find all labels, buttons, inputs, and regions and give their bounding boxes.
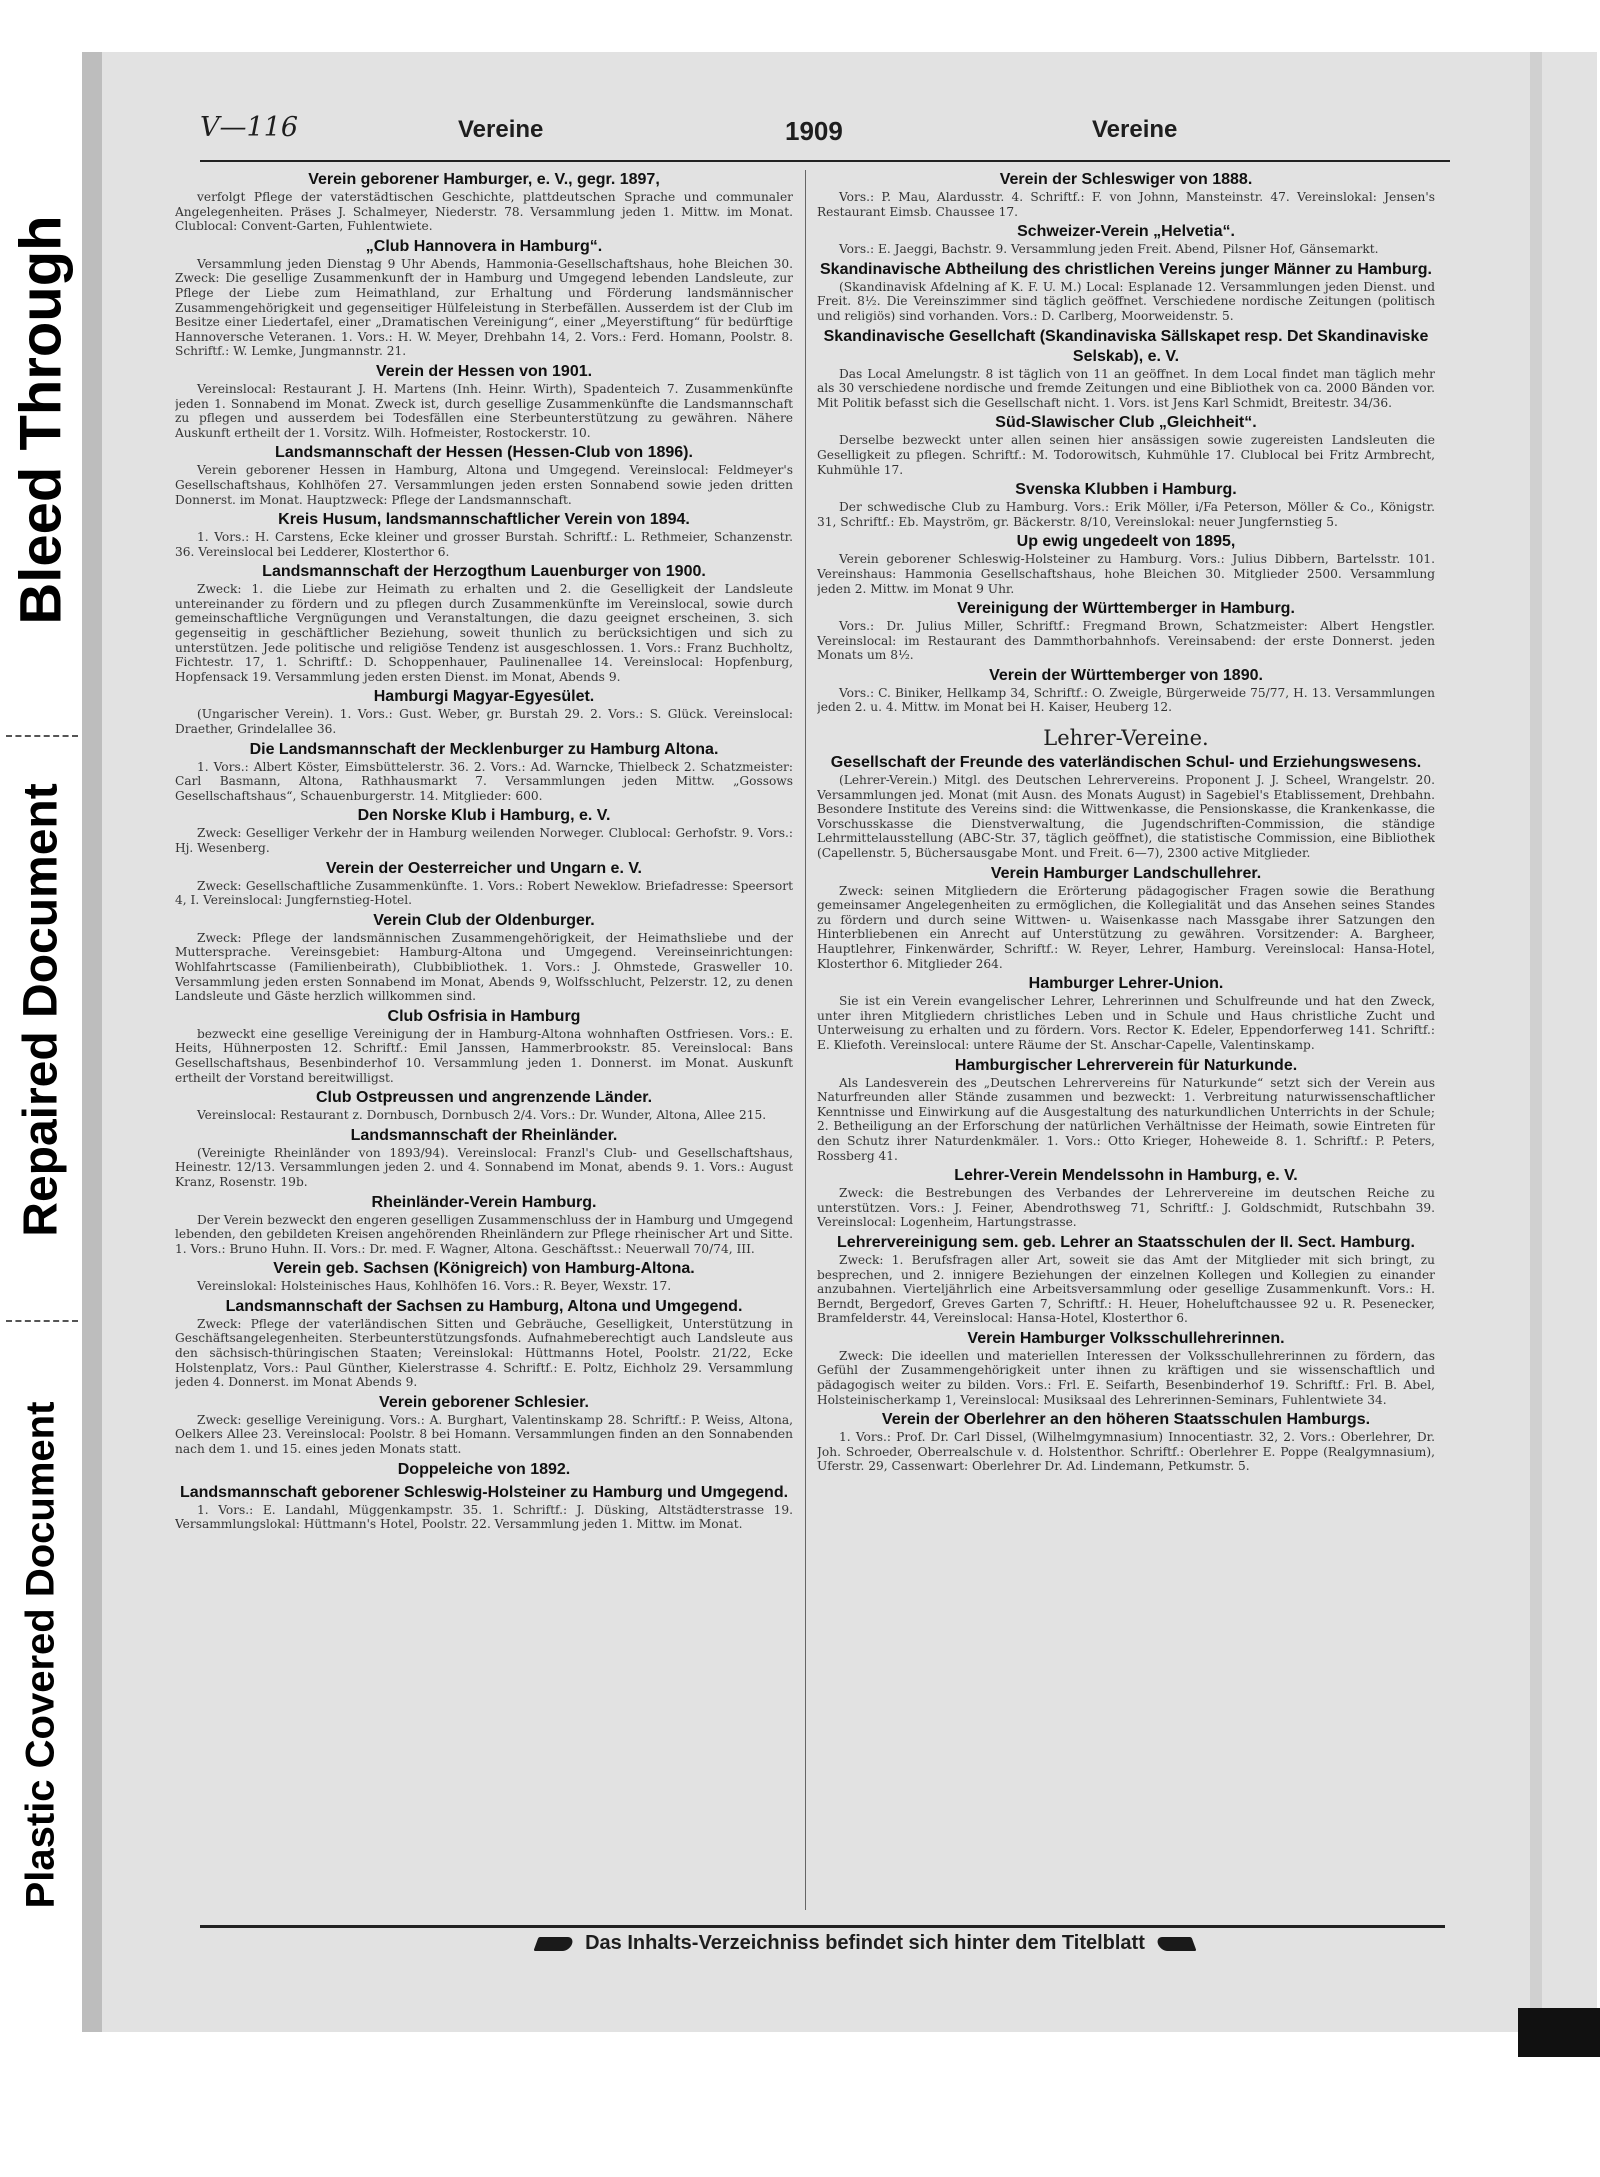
association-entry	[175, 362, 793, 440]
entry-text: Verein geborener Schleswig-Holsteiner zu Hamburg. Vors.: Julius Dibbern, Bartelsstr. 101. Vereinshaus: Hammonia Gesellschaftshaus, hohe Bleichen 30. Mitglieder 2500. Versammlung jeden 2. Mittw. im Monat 9 Uhr.	[817, 552, 1435, 596]
entry-text: Zweck: die Bestrebungen des Verbandes der Lehrervereine im deutschen Reiche zu unterstützen. Vors.: J. Feiner, Abendrothsweg 71, Schriftf.: J. Goldschmidt, Rutschbahn 39. Vereinslocal: Logenheim, Hartungstrasse.	[817, 1186, 1435, 1230]
association-entry	[175, 1193, 793, 1257]
entry-text: 1. Vors.: H. Carstens, Ecke kleiner und grosser Burstah. Schriftf.: L. Rethmeier, Schanzenstr. 36. Vereinslocal bei Ledderer, Klosterthor 6.	[175, 530, 793, 559]
entry-title: Verein der Schleswiger von 1888.	[999, 171, 1253, 188]
entry-text: Vereinslocal: Restaurant J. H. Martens (Inh. Heinr. Wirth), Spadenteich 7. Zusammenkünfte jeden 1. Sonnabend im Monat. Zweck ist, durch gesellige Zusammenkünfte die Landsmannschaft zu pflegen und ausserdem bei Todesfällen eine Sterbeunterstützung zu gewähren. Nähere Auskunft ertheilt der 1. Vorsitz. Wilh. Hofmeister, Rostockerstr. 10.	[175, 381, 793, 440]
entry-title: Doppeleiche von 1892.	[397, 1460, 571, 1478]
entry-title: Verein der Oesterreicher und Ungarn e. V.	[326, 859, 642, 877]
entry-title: Die Landsmannschaft der Mecklenburger zu Hamburg Altona.	[249, 740, 719, 758]
footer-rule	[200, 1925, 1445, 1928]
page-edge	[1530, 52, 1542, 2032]
association-entry	[817, 260, 1435, 324]
right-column	[817, 170, 1435, 1910]
association-entry	[175, 443, 793, 507]
association-entry	[175, 859, 793, 908]
entry-title: Svenska Klubben i Hamburg.	[1015, 481, 1237, 499]
entry-title: Hamburgischer Lehrerverein für Naturkunde.	[954, 1056, 1298, 1074]
label-separator	[6, 1320, 78, 1322]
association-entry	[175, 1393, 793, 1457]
entry-text: Vors.: P. Mau, Alardusstr. 4. Schriftf.: F. von Johnn, Mansteinstr. 47. Vereinslokal: Jensen's Restaurant Eimsb. Chaussee 17.	[817, 190, 1435, 219]
association-entry	[175, 510, 793, 559]
entry-text: Vereinslocal: Restaurant z. Dornbusch, Dornbusch 2/4. Vors.: Dr. Wunder, Altona, Allee 215.	[197, 1108, 767, 1123]
association-entry	[175, 806, 793, 855]
association-entry	[817, 532, 1435, 596]
page-header	[200, 112, 1455, 156]
label-separator	[6, 735, 78, 737]
entry-text: 1. Vors.: E. Landahl, Müggenkampstr. 35. 1. Schriftf.: J. Düsking, Altstädterstrasse 19. Versammlungslokal: Hüttmann's Hotel, Poolstr. 22. Versammlung jeden 1. Mittw. im Monat.	[175, 1502, 793, 1532]
association-entry	[175, 740, 793, 804]
association-entry	[817, 1056, 1435, 1164]
association-entry	[175, 1126, 793, 1190]
entry-title: Landsmannschaft der Sachsen zu Hamburg, Altona und Umgegend.	[225, 1297, 743, 1315]
pointing-hand-icon	[533, 1937, 574, 1951]
entry-title: Gesellschaft der Freunde des vaterländischen Schul- und Erziehungswesens.	[830, 754, 1422, 772]
entry-text: Versammlung jeden Dienstag 9 Uhr Abends, Hammonia-Gesellschaftshaus, hohe Bleichen 30. Zweck: Die gesellige Zusammenkunft der in Hamburg und Umgegend lebenden Landsleute, zur Pflege der Liebe zum Heimathland, zur Erhaltung und Förderung landsmännischer Zusammengehörigkeit und gegenseitiger Hülfeleistung in Sterbefällen. Ausserdem ist der Club im Besitze einer Liedertafel, einer „Dramatischen Vereinigung“, einer „Meyerstiftung“ für bedürftige Hannoversche Veteranen. 1. Vors.: H. W. Meyer, Drehbahn 14, 2. Vors.: Ferd. Homann, Poolstr. 8. Schriftf.: W. Lemke, Jungmannstr. 21.	[175, 256, 793, 359]
entry-title: Hamburger Lehrer-Union.	[1028, 975, 1224, 993]
archival-label-strip	[0, 0, 82, 2177]
association-entry	[817, 599, 1435, 663]
entry-title: Hamburgi Magyar-Egyesület.	[373, 688, 595, 706]
entry-title: Den Norske Klub i Hamburg, e. V.	[357, 807, 611, 825]
association-entry	[175, 1297, 793, 1390]
entry-text: Verein geborener Hessen in Hamburg, Altona und Umgegend. Vereinslocal: Feldmeyer's Gesellschaftshaus, Kohlhöfen 27. Versammlungen jeden ersten Sonnabend sowie jeden dritten Donnerst. im Monat. Hauptzweck: Pflege der Landsmannschaft.	[175, 463, 793, 507]
footer-notice	[415, 1932, 1315, 1966]
entry-text: verfolgt Pflege der vaterstädtischen Geschichte, plattdeutschen Sprache und communaler Angelegenheiten. Präses J. Schalmeyer, Niederstr. 78. Versammlung jeden 1. Mittw. im Monat. Clublocal: Convent-Garten, Fuhlentwiete.	[175, 190, 793, 234]
association-entry	[175, 1007, 793, 1085]
association-entry	[817, 480, 1435, 529]
entry-title: Verein Hamburger Landschullehrer.	[990, 864, 1262, 882]
association-entry	[817, 1166, 1435, 1230]
entry-title: Landsmannschaft der Herzogthum Lauenburger von 1900.	[262, 563, 706, 581]
entry-title: Up ewig ungedeelt von 1895,	[1016, 533, 1236, 551]
association-entry	[817, 864, 1435, 972]
entry-text: Zweck: Gesellschaftliche Zusammenkünfte. 1. Vors.: Robert Neweklow. Briefadresse: Speersort 4, I. Vereinslocal: Jungfernstieg-Hotel.	[175, 878, 793, 908]
page-number: V—116	[200, 112, 299, 143]
entry-title: Verein Hamburger Volksschullehrerinnen.	[967, 1329, 1285, 1347]
entry-title: Club Osfrisia in Hamburg	[387, 1007, 581, 1025]
entry-text: Als Landesverein des „Deutschen Lehrervereins für Naturkunde“ setzt sich der Verein aus Naturfreunden aller Stände zusammen und bezweckt: 1. Verbreitung naturwissenschaftlicher Kenntnisse und Einwirkung auf die Ausgestaltung des naturkundlichen Unterrichts in der Schule; 2. Betheiligung an der Erforschung der natürlichen Verhältnisse der Heimath, sowie Eintreten für den Schutz ihrer Naturdenkmäler. 1. Vors.: Otto Krieger, Hoheweide 8. 1. Schriftf.: P. Peters, Rossberg 41.	[817, 1075, 1435, 1163]
label-bleed-through: Bleed Through	[8, 215, 74, 625]
entry-title: Verein der Hessen von 1901.	[375, 362, 593, 380]
entry-title: Verein der Oberlehrer an den höheren Staatsschulen Hamburgs.	[881, 1411, 1371, 1429]
entry-text: (Lehrer-Verein.) Mitgl. des Deutschen Lehrervereins. Proponent J. J. Scheel, Wrangelstr. 20. Versammlungen jed. Monat (mit Ausn. des Monats August) in Sagebiel's Etablissement, Drehbahn. Besondere Institute des Vereins sind: die Wittwenkasse, die Pensionskasse, die Krankenkasse, die Vorschusskasse die Dienstverwaltung, die Jugendschriften-Commission, die ständige Lehrmittelausstellung (ABC-Str. 37, täglich geöffnet), die statistische Commission, eine Bibliothek (Capellenstr. 5, Büchersausgabe Mont. und Freit. 6—7), 2300 active Mitglieder.	[817, 773, 1435, 861]
section-heading: Lehrer-Vereine.	[1043, 726, 1209, 751]
entry-title: Schweizer-Verein „Helvetia“.	[1017, 223, 1235, 241]
association-entry	[817, 974, 1435, 1052]
entry-text: (Ungarischer Verein). 1. Vors.: Gust. Weber, gr. Burstah 29. 2. Vors.: S. Glück. Vereinslocal: Draether, Grindelallee 36.	[175, 707, 793, 737]
association-entry	[817, 1410, 1435, 1474]
entry-text: Zweck: 1. die Liebe zur Heimath zu erhalten und 2. die Geselligkeit der Landsleute untereinander zu fördern und zu pflegen durch Zusammenkünfte im Vereinslocal, sowie durch gemeinschaftliche Vergnügungen und Veranstaltungen, die dazu geeignet erscheinen, 3. sich gegenseitig in geschäftlicher Beziehung, soweit thunlich zu berücksichtigen und sich zu unterstützen. Jede politische und religiöse Tendenz ist ausgeschlossen. 1. Vors.: Franz Buchholtz, Fichtestr. 17, 1. Schriftf.: D. Schoppenhauer, Paulinenallee 14. Vereinslocal: Hopfenburg, Hopfensack 19. Versammlung jeden ersten Dienst. im Monat, Abends 9.	[175, 582, 793, 684]
entry-text: Zweck: seinen Mitgliedern die Erörterung pädagogischer Fragen sowie die Berathung gemeinsamer Angelegenheiten zu ermöglichen, die Kollegialität und das Ansehen seines Standes zu fördern und durch seine Wittwen- u. Waisenkasse nach Massgabe ihrer Satzungen den Hinterbliebenen ein Anrecht auf Unterstützung zu gewähren. Vorsitzender: A. Bargheer, Hauptlehrer, Finkenwärder, Schriftf.: W. Reyer, Lehrer, Hamburg. Vereinslocal: Hansa-Hotel, Klosterthor 6. Mitglieder 264.	[817, 883, 1435, 971]
entry-title: Lehrer-Verein Mendelssohn in Hamburg, e. V.	[954, 1167, 1298, 1185]
association-entry	[175, 1483, 793, 1532]
entry-text: Der Verein bezweckt den engeren geselligen Zusammenschluss der in Hamburg und Umgegend lebenden, den gebildeten Kreisen angehörenden Rheinländern zur Pflege rheinischer Art und Sitte. 1. Vors.: Bruno Huhn. II. Vors.: Dr. med. F. Wagner, Altona. Geschäftsst.: Neuerwall 70/74, III.	[175, 1212, 793, 1256]
entry-title: Süd-Slawischer Club „Gleichheit“.	[995, 414, 1257, 432]
entry-title: Skandinavische Gesellchaft (Skandinaviska Sällskapet resp. Det Skandinaviske Selskab), e. V.	[823, 327, 1429, 365]
association-entry	[175, 1460, 793, 1480]
association-entry	[817, 666, 1435, 715]
entry-title: Verein Club der Oldenburger.	[373, 911, 595, 929]
pointing-hand-icon	[1155, 1937, 1196, 1951]
entry-title: Rheinländer-Verein Hamburg.	[371, 1193, 597, 1211]
entry-title: Verein geborener Hamburger, e. V., gegr. 1897,	[308, 171, 660, 188]
entry-text: (Skandinavisk Afdelning af K. F. U. M.) Local: Esplanade 12. Versammlungen jeden Dienst. und Freit. 8½. Die Vereinszimmer sind täglich geöffnet. Verschiedene nordische Zeitungen (politisch und religiös) sind vorhanden. Vors.: D. Carlberg, Moorweidenstr. 5.	[817, 279, 1435, 323]
association-entry	[817, 327, 1435, 411]
scan-corner-block	[1518, 2008, 1600, 2057]
entry-text: Derselbe bezweckt unter allen seinen hier ansässigen sowie zugereisten Landsleuten die Geselligkeit zu pflegen. Schriftf.: M. Todorowitsch, Kuhmühle 17. Clublocal bei Fritz Armbrecht, Kuhmühle 17.	[817, 433, 1435, 477]
association-entry	[817, 1233, 1435, 1326]
running-head-left: Vereine	[458, 116, 544, 143]
left-column	[175, 170, 793, 1910]
entry-text: 1. Vors.: Prof. Dr. Carl Dissel, (Wilhelmgymnasium) Innocentiastr. 32, 2. Vors.: Oberlehrer, Dr. Joh. Schroeder, Oberrealschule v. d. Holstenthor. Schriftf.: Oberlehrer E. Poppe (Realgymnasium), Uferstr. 29, Cassenwart: Oberlehrer Dr. Ad. Lindemann, Petkumstr. 5.	[817, 1430, 1435, 1474]
association-entry	[175, 237, 793, 359]
entry-text: Zweck: Pflege der vaterländischen Sitten und Gebräuche, Geselligkeit, Unterstützung in Geschäftsangelegenheiten. Sterbeunterstützungsfonds. Aufnahmeberechtigt auch Landsleute aus den sächsisch-thüringischen Staaten; Vereinslokal: Hüttmanns Hotel, Poolstr. 21/22, Ecke Holstenplatz, Vors.: Paul Günther, Kielerstrasse 4. Schriftf.: E. Poltz, Eichholz 29. Versammlung jeden 4. Donnerst. im Monat Abends 9.	[175, 1316, 793, 1390]
association-entry	[175, 911, 793, 1004]
entry-title: Verein geborener Schlesier.	[379, 1393, 589, 1411]
entry-text: Zweck: Die ideellen und materiellen Interessen der Volksschullehrerinnen zu fördern, das Gefühl der Zusammengehörigkeit unter ihnen zu kräftigen und sie wissenschaftlich und pädagogisch weiter zu bilden. Vors.: Frl. E. Seifarth, Besenbinderhof 19. Schriftf.: Frl. B. Abel, Holsteinischerkamp 1, Vereinslocal: Musiksaal des Lehrerinnen-Seminars, Fuhlentwiete 34.	[817, 1348, 1435, 1407]
association-entry	[817, 1329, 1435, 1407]
page-binding-shadow	[82, 52, 102, 2032]
association-entry	[175, 170, 793, 234]
entry-text: Vors.: E. Jaeggi, Bachstr. 9. Versammlung jeden Freit. Abend, Pilsner Hof, Gänsemarkt.	[839, 242, 1379, 257]
association-entry	[175, 687, 793, 736]
association-entry	[817, 753, 1435, 861]
entry-text: (Vereinigte Rheinländer von 1893/94). Vereinslocal: Franzl's Club- und Gesellschaftshaus, Heinestr. 12/13. Versammlungen jeden 2. und 4. Sonnabend im Monat, abends 9. 1. Vors.: August Kranz, Rosenstr. 19b.	[175, 1145, 793, 1189]
running-head-year: 1909	[785, 116, 843, 146]
entry-text: 1. Vors.: Albert Köster, Eimsbüttelerstr. 36. 2. Vors.: Ad. Warncke, Thielbeck 2. Schatzmeister: Carl Basmann, Altona, Rathhausmarkt 7. Versammlungen jeden Mittw. „Gossows Gesellschaftshaus“, Schauenburgerstr. 14. Mitglieder: 600.	[175, 759, 793, 803]
association-entry	[817, 413, 1435, 477]
header-rule	[200, 160, 1450, 162]
entry-text: Das Local Amelungstr. 8 ist täglich von 11 an geöffnet. In dem Local findet man täglich mehr als 30 verschiedene nordische und fremde Zeitungen und eine Bibliothek von ca. 2000 Bänden vor. Mit Politik befasst sich die Gesellschaft nicht. 1. Vors. ist Jens Karl Schmidt, Breitestr. 34/36.	[817, 366, 1435, 410]
entry-text: Zweck: gesellige Vereinigung. Vors.: A. Burghart, Valentinskamp 28. Schriftf.: P. Weiss, Altona, Oelkers Allee 23. Vereinslocal: Poolstr. 8 bei Homann. Versammlungen finden an den Sonnabenden nach dem 1. und 15. eines jeden Monats statt.	[175, 1412, 793, 1457]
association-entry	[175, 562, 793, 684]
entry-title: „Club Hannovera in Hamburg“.	[365, 237, 603, 255]
label-plastic-covered-document: Plastic Covered Document	[18, 1401, 63, 1909]
entry-text: Der schwedische Club zu Hamburg. Vors.: Erik Möller, i/Fa Peterson, Möller & Co., Königstr. 31, Schriftf.: Eb. Mayström, gr. Bäckerstr. 8/10, Vereinslokal: neuer Jungfernstieg 5.	[817, 500, 1435, 529]
entry-text: Zweck: 1. Berufsfragen aller Art, soweit sie das Amt der Mitglieder mit sich bringt, zu besprechen, und 2. innigere Beziehungen der einzelnen Kollegen und Kollegien zu einander anzubahnen. Vierteljährlich eine Arbeitsversammlung oder gesellige Zusammenkunft. Vors.: H. Berndt, Bergedorf, Greves Garten 7, Schriftf.: H. Heuer, Hoheluftchaussee 92 u. R. Pesenecker, Bramfelderstr. 44, Vereinslocal: Hansa-Hotel, Klosterthor 6.	[817, 1252, 1435, 1326]
entry-title: Landsmannschaft der Hessen (Hessen-Club von 1896).	[275, 444, 693, 462]
running-head-right: Vereine	[1092, 116, 1178, 143]
association-entry	[175, 1088, 793, 1123]
entry-title: Vereinigung der Württemberger in Hamburg.	[957, 600, 1295, 618]
entry-title: Verein geb. Sachsen (Königreich) von Hamburg-Altona.	[273, 1260, 695, 1278]
entry-text: Zweck: Pflege der landsmännischen Zusammengehörigkeit, der Heimathsliebe und der Muttersprache. Vereinsgebiet: Hamburg-Altona und Umgegend. Vereinseinrichtungen: Wohlfahrtscasse (Familienbeirath), Clubbibliothek. 1. Vors.: J. Ohmstede, Grasweller 10. Versammlung jeden ersten Sonnabend im Monat, Abends 9, Wolfsschlucht, Pelzerstr. 12, zu denen Landsleute und Gäste herzlich willkommen sind.	[175, 930, 793, 1004]
footer-text: Das Inhalts-Verzeichniss befindet sich hinter dem Titelblatt	[585, 1932, 1145, 1954]
entry-title: Landsmannschaft der Rheinländer.	[350, 1126, 618, 1144]
column-divider	[805, 170, 806, 1910]
entry-text: Vors.: C. Biniker, Hellkamp 34, Schriftf.: O. Zweigle, Bürgerweide 75/77, H. 13. Versammlungen jeden 2. u. 4. Mittw. im Monat bei H. Kaiser, Heuberg 12.	[817, 685, 1435, 715]
entry-title: Verein der Württemberger von 1890.	[989, 666, 1263, 684]
entry-title: Lehrervereinigung sem. geb. Lehrer an Staatsschulen der II. Sect. Hamburg.	[837, 1233, 1415, 1251]
entry-title: Skandinavische Abtheilung des christlichen Vereins junger Männer zu Hamburg.	[820, 260, 1432, 278]
association-entry	[175, 1259, 793, 1294]
label-repaired-document: Repaired Document	[14, 783, 68, 1237]
entry-title: Landsmannschaft geborener Schleswig-Holsteiner zu Hamburg und Umgegend.	[179, 1483, 789, 1501]
entry-title: Kreis Husum, landsmannschaftlicher Verein von 1894.	[278, 511, 690, 529]
entry-text: Vors.: Dr. Julius Miller, Schriftf.: Fregmand Brown, Schatzmeister: Albert Hengstler. Vereinslocal: im Restaurant des Dammthorbahnhofs. Vereinsabend: der erste Donnerst. jeden Monats um 8½.	[817, 619, 1435, 663]
entry-text: bezweckt eine gesellige Vereinigung der in Hamburg-Altona wohnhaften Ostfriesen. Vors.: E. Heits, Hühnerposten 12. Schriftf.: Emil Janssen, Hammerbrookstr. 85. Vereinslocal: Bans Gesellschaftshaus, Besenbinderhof 10. Versammlung jeden 1. Donnerst. im Monat. Auskunft ertheilt der Vorstand bereitwilligst.	[175, 1026, 793, 1085]
association-entry	[817, 170, 1435, 219]
entry-text: Vereinslokal: Holsteinisches Haus, Kohlhöfen 16. Vors.: R. Beyer, Wexstr. 17.	[197, 1279, 672, 1294]
entry-title: Club Ostpreussen und angrenzende Länder.	[315, 1089, 653, 1107]
entry-text: Zweck: Geselliger Verkehr der in Hamburg weilenden Norweger. Clublocal: Gerhofstr. 9. Vors.: Hj. Wesenberg.	[175, 826, 793, 855]
entry-text: Sie ist ein Verein evangelischer Lehrer, Lehrerinnen und Schulfreunde und hat den Zweck, unter ihren Mitgliedern christliches Leben und in Schule und Haus christliche Zucht und Unterweisung zu erhalten und zu fördern. Vors. Rector K. Edeler, Eppendorferweg 141. Schriftf.: E. Kliefoth. Vereinslocal: untere Räume der St. Anschar-Capelle, Valentinskamp.	[817, 994, 1435, 1052]
association-entry	[817, 222, 1435, 257]
